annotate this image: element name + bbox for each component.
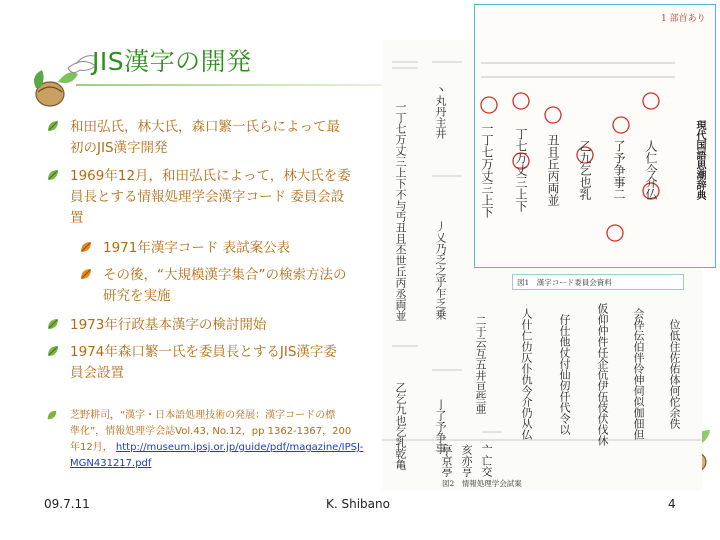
scan-column: 仔仕他仗付仙仞仟代令以 — [558, 313, 571, 435]
bullet-text: 和田弘氏，林大氏，森口繁一氏らによって最 — [70, 119, 340, 135]
bullet-text: 置 — [70, 210, 84, 226]
scan-top-column: 人仁今介仏 — [644, 140, 658, 200]
sub-bullet-2 — [103, 265, 403, 307]
scan-caption-box — [512, 274, 684, 290]
sub-bullet-icon — [79, 267, 93, 281]
reference-link[interactable]: MGN431217.pdf — [70, 458, 152, 469]
scan-column: 二于云互五井亘些亜 — [474, 314, 487, 414]
scan-top-column: 一丁七万丈三上下 — [480, 122, 494, 218]
bullet-4 — [70, 342, 400, 384]
scan-top-column: 乙九乞也乳 — [578, 140, 592, 200]
scan-column: 一丁七万丈三上下不与丐丑且丕世丘丙丞両並 — [394, 101, 407, 321]
scan-column: 乙乞九也乞乳乾亀 — [394, 382, 407, 470]
bullet-text: 1971年漢字コード 表試案公表 — [103, 240, 291, 256]
scan-column: 人什仁仂仄仆仇今介仍从仏 — [520, 308, 533, 440]
bullet-text: 1969年12月，和田弘氏によって，林大氏を委 — [70, 168, 351, 184]
bullet-text: その後，“大規模漢字集合”の検索方法の — [103, 267, 347, 283]
reference-text: 芝野耕司，“漢字・日本語処理技術の発展：漢字コードの標 — [70, 410, 336, 421]
bullet-icon — [46, 119, 60, 133]
reference-link[interactable]: http://museum.ipsj.or.jp/guide/pdf/magazine/IPSJ- — [115, 442, 364, 453]
bullet-icon — [46, 409, 58, 421]
scan-column: 亠亡交亥亦亨享京亭 — [440, 443, 493, 477]
scan-column: 位低住佐佑体何佗余佚 — [668, 319, 681, 429]
bullet-text: 員会設置 — [70, 365, 124, 381]
scan-column: 丿乂乃乏之乎乍乏乗 — [434, 220, 447, 320]
bullet-text: 初のJIS漢字開発 — [70, 140, 168, 156]
reference-text: 準化”，情報処理学会誌Vol.43, No.12，pp 1362-1367，200 — [70, 426, 352, 437]
scan-top-column: 丁七万丈三上下 — [514, 128, 528, 212]
reference-text: 年12月， — [70, 442, 113, 453]
footer-author: K. Shibano — [326, 497, 390, 511]
bullet-icon — [46, 168, 60, 182]
slide-title: JIS漢字の開発 — [92, 47, 252, 76]
scan-top-column: 了予争事二 — [612, 140, 626, 200]
title-underline — [76, 84, 396, 86]
scan-caption-bottom: 図2 情報処理学会試案 — [442, 479, 522, 488]
scan-column: 丶丸丹主井 — [434, 83, 447, 139]
bullet-icon — [46, 344, 60, 358]
bullet-text: 1973年行政基本漢字の検討開始 — [70, 317, 267, 333]
scan-column: 亅了予争事 — [434, 398, 447, 454]
scan-column: 会伜伝伯伴伶伸伺似伽佃但 — [632, 308, 645, 440]
reference — [70, 408, 390, 472]
bullet-3 — [70, 315, 400, 336]
scan-column: 仮仰仲件任企伉伊伍伎伏伐休 — [596, 302, 609, 446]
sub-bullet-1 — [103, 238, 403, 259]
scan-caption-top: 図1 漢字コード委員会資料 — [517, 278, 612, 287]
scanned-committee-document-image — [474, 4, 716, 268]
scan-top-header: 1 部首あり — [661, 14, 706, 24]
bullet-text: 1974年森口繁一氏を委員長とするJIS漢字委 — [70, 344, 337, 360]
bullet-text: 研究を実施 — [103, 288, 171, 304]
scan-top-title: 現代国語思潮辞典 — [694, 120, 705, 200]
sub-bullet-icon — [79, 240, 93, 254]
footer-date: 09.7.11 — [44, 497, 90, 511]
footer-page-number: 4 — [668, 497, 676, 511]
scan-top-column: 丑且丘丙両並 — [546, 134, 560, 206]
bullet-text: 員長とする情報処理学会漢字コード 委員会設 — [70, 189, 345, 205]
bullet-2 — [70, 166, 400, 229]
bullet-icon — [46, 317, 60, 331]
bullet-1 — [70, 117, 400, 159]
